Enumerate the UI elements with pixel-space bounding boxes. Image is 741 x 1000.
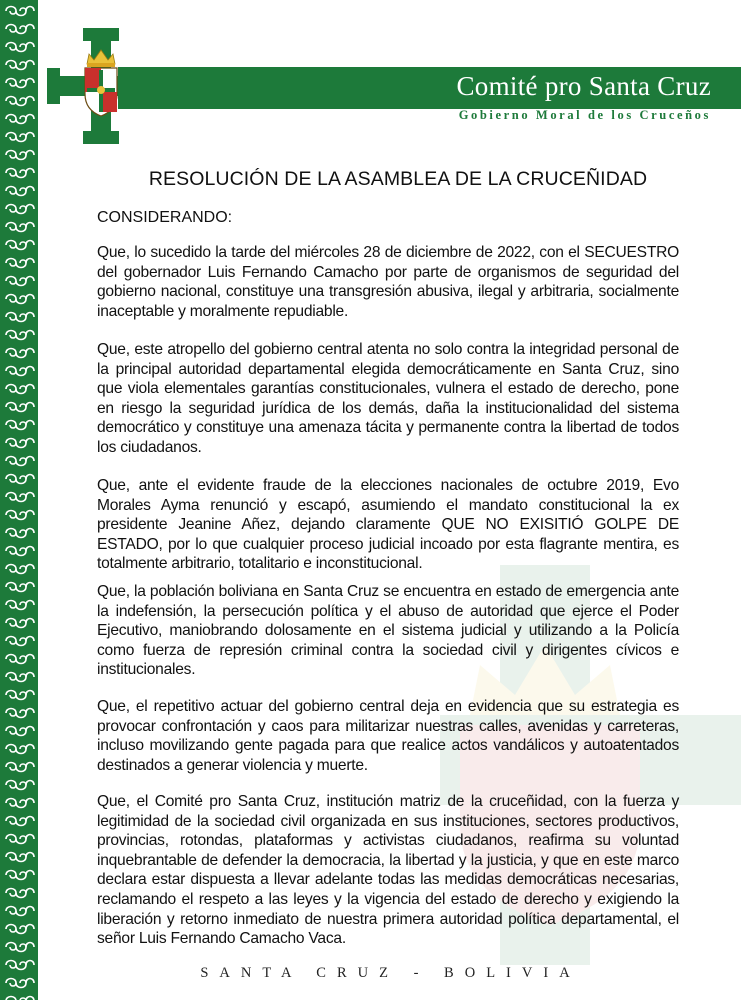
resolution-title: RESOLUCIÓN DE LA ASAMBLEA DE LA CRUCEÑIDAD — [148, 168, 648, 190]
considerando-label: CONSIDERANDO: — [97, 209, 233, 226]
spiral-pattern-icon — [0, 0, 38, 1000]
paragraph: Que, lo sucedido la tarde del miércoles 28 de diciembre de 2022, con el SECUESTRO del gobernador Luis Fernando Camacho por parte de organismos de seguridad del gobierno nacional, constituye una transgresión abusiva, ilegal y arbitraria, socialmente inaceptable y moralmente repudiable. — [97, 244, 679, 320]
santa-cruz-cross-crest-icon — [47, 28, 155, 144]
paragraph: Que, ante el evidente fraude de la elecciones nacionales de octubre 2019, Evo Morales Ayma renunció y escapó, asumiendo el mandato constitucional la ex presidente Jeanine Añez, dejando claramente QUE NO EXISITIÓ GOLPE DE ESTADO, por lo que cualquier proceso judicial incoado por esta flagrante mentira, es totalmente arbitrario, totalitario e inconstitucional. — [97, 477, 679, 573]
paragraph: Que, el repetitivo actuar del gobierno central deja en evidencia que su estrategia es provocar confrontación y caos para militarizar nuestras calles, avenidas y carreteras, incluso movilizando gente pagada para que realice actos vandálicos y autoatentados destinados a generar violencia y muerte. — [97, 698, 679, 774]
org-name: Comité pro Santa Cruz — [456, 71, 711, 101]
paragraph: Que, la población boliviana en Santa Cruz se encuentra en estado de emergencia ante la indefensión, la persecución política y el abuso de autoridad que ejerce el Poder Ejecutivo, maniobrando dolosamente en el sistema judicial y utilizando a la Policía como fuerza de represión criminal contra la sociedad civil y dirigentes cívicos e institucionales. — [97, 583, 679, 679]
footer-location: SANTA CRUZ - BOLIVIA — [200, 965, 581, 981]
decorative-border-strip — [0, 0, 38, 1000]
paragraph: Que, el Comité pro Santa Cruz, institución matriz de la cruceñidad, con la fuerza y legitimidad de la sociedad civil organizada en sus instituciones, sectores productivos, provincias, rotondas, plataformas y activistas ciudadanos, reafirma su voluntad inquebrantable de defender la democracia, la libertad y la justicia, y que en este marco declara estar dispuesta a llevar adelante todas las medidas democráticas necesarias, reclamando el respeto a las leyes y la vigencia del estado de derecho y exigiendo la liberación y retorno inmediato de nuestra primera autoridad política departamental, el señor Luis Fernando Camacho Vaca. — [97, 793, 679, 948]
header-banner — [118, 67, 741, 109]
org-tagline: Gobierno Moral de los Cruceños — [458, 108, 711, 122]
paragraph: Que, este atropello del gobierno central atenta no solo contra la integridad personal de la principal autoridad departamental elegida democráticamente en Santa Cruz, sino que viola elementales garantías constitucionales, vulnera el estado de derecho, pone en riesgo la seguridad jurídica de los demás, daña la institucionalidad del sistema democrático y constituye una amenaza tácita y permanente contra la libertad de todos los ciudadanos. — [97, 341, 679, 456]
